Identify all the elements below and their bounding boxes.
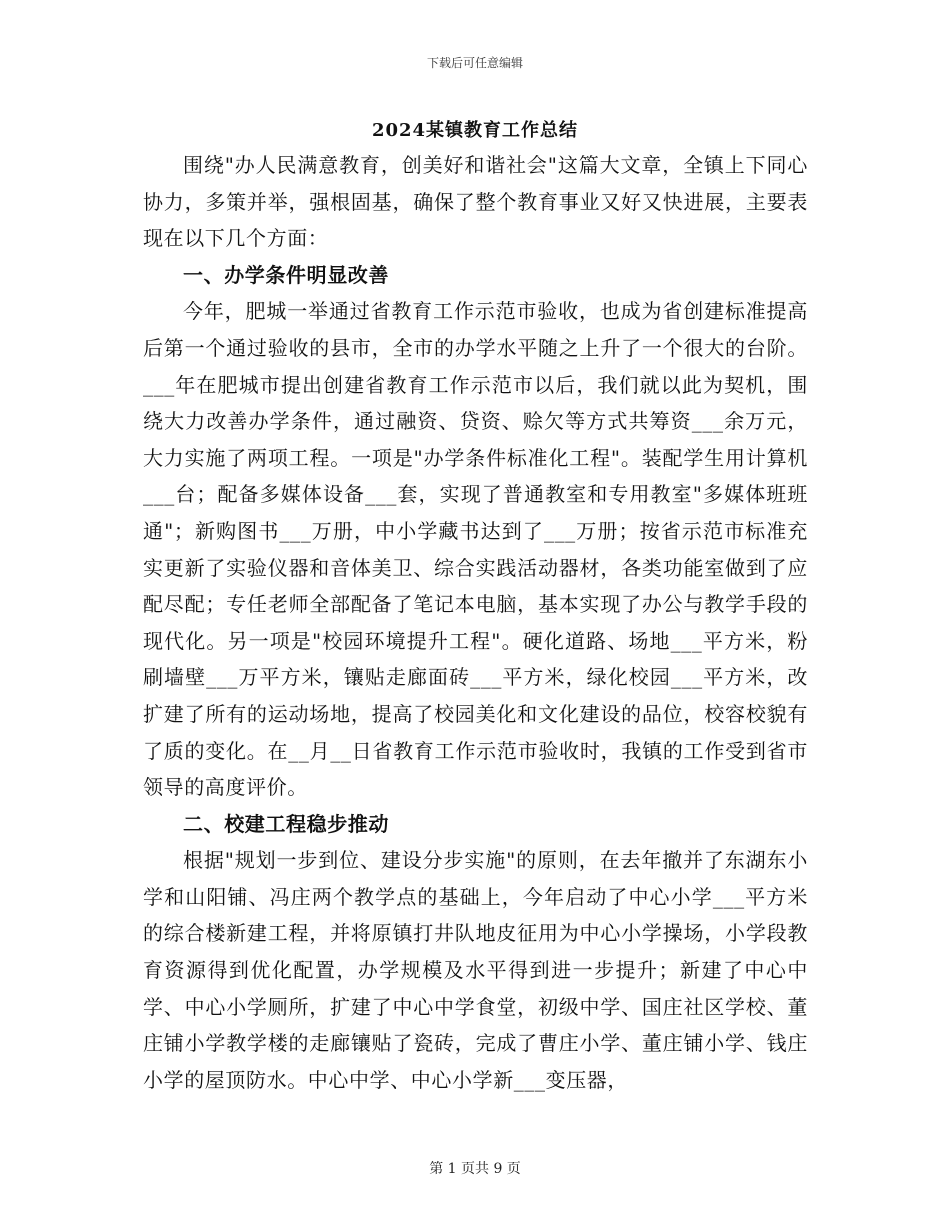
section-1-heading: 一、办学条件明显改善 xyxy=(183,262,389,287)
intro-paragraph: 围绕"办人民满意教育，创美好和谐社会"这篇大文章，全镇上下同心协力，多策并举，强根固基，确保了整个教育事业又好又快进展，主要表现在以下几个方面： xyxy=(143,153,808,251)
section-1-paragraph: 今年，肥城一举通过省教育工作示范市验收，也成为省创建标准提高后第一个通过验收的县市，全市的办学水平随之上升了一个很大的台阶。___年在肥城市提出创建省教育工作示范市以后，我们就以此为契机，围绕大力改善办学条件，通过融资、贷资、赊欠等方式共筹资___余万元，大力实施了两项工程。一项是"办学条件标准化工程"。装配学生用计算机___台；配备多媒体设备___套，实现了普通教室和专用教室"多媒体班班通"；新购图书___万册，中小学藏书达到了___万册；按省示范市标准充实更新了实验仪器和音体美卫、综合实践活动器材，各类功能室做到了应配尽配；专任老师全部配备了笔记本电脑，基本实现了办公与教学手段的现代化。另一项是"校园环境提升工程"。硬化道路、场地___平方米，粉刷墙壁___万平方米，镶贴走廊面砖___平方米，绿化校园___平方米，改扩建了所有的运动场地，提高了校园美化和文化建设的品位，校容校貌有了质的变化。在__月__日省教育工作示范市验收时，我镇的工作受到省市领导的高度评价。 xyxy=(143,299,808,800)
header-note: 下载后可任意编辑 xyxy=(426,56,523,70)
document-title: 2024某镇教育工作总结 xyxy=(371,120,579,141)
page-footer: 第 1 页共 9 页 xyxy=(429,1161,521,1177)
section-2-heading: 二、校建工程稳步推动 xyxy=(183,811,389,836)
section-2-paragraph: 根据"规划一步到位、建设分步实施"的原则，在去年撤并了东湖东小学和山阳铺、冯庄两个教学点的基础上，今年启动了中心小学___平方米的综合楼新建工程，并将原镇打井队地皮征用为中心小学操场，小学段教育资源得到优化配置，办学规模及水平得到进一步提升；新建了中心中学、中心小学厕所，扩建了中心中学食堂，初级中学、国庄社区学校、董庄铺小学教学楼的走廊镶贴了瓷砖，完成了曹庄小学、董庄铺小学、钱庄小学的屋顶防水。中心中学、中心小学新___变压器， xyxy=(143,848,808,1092)
document-body xyxy=(143,147,808,1098)
